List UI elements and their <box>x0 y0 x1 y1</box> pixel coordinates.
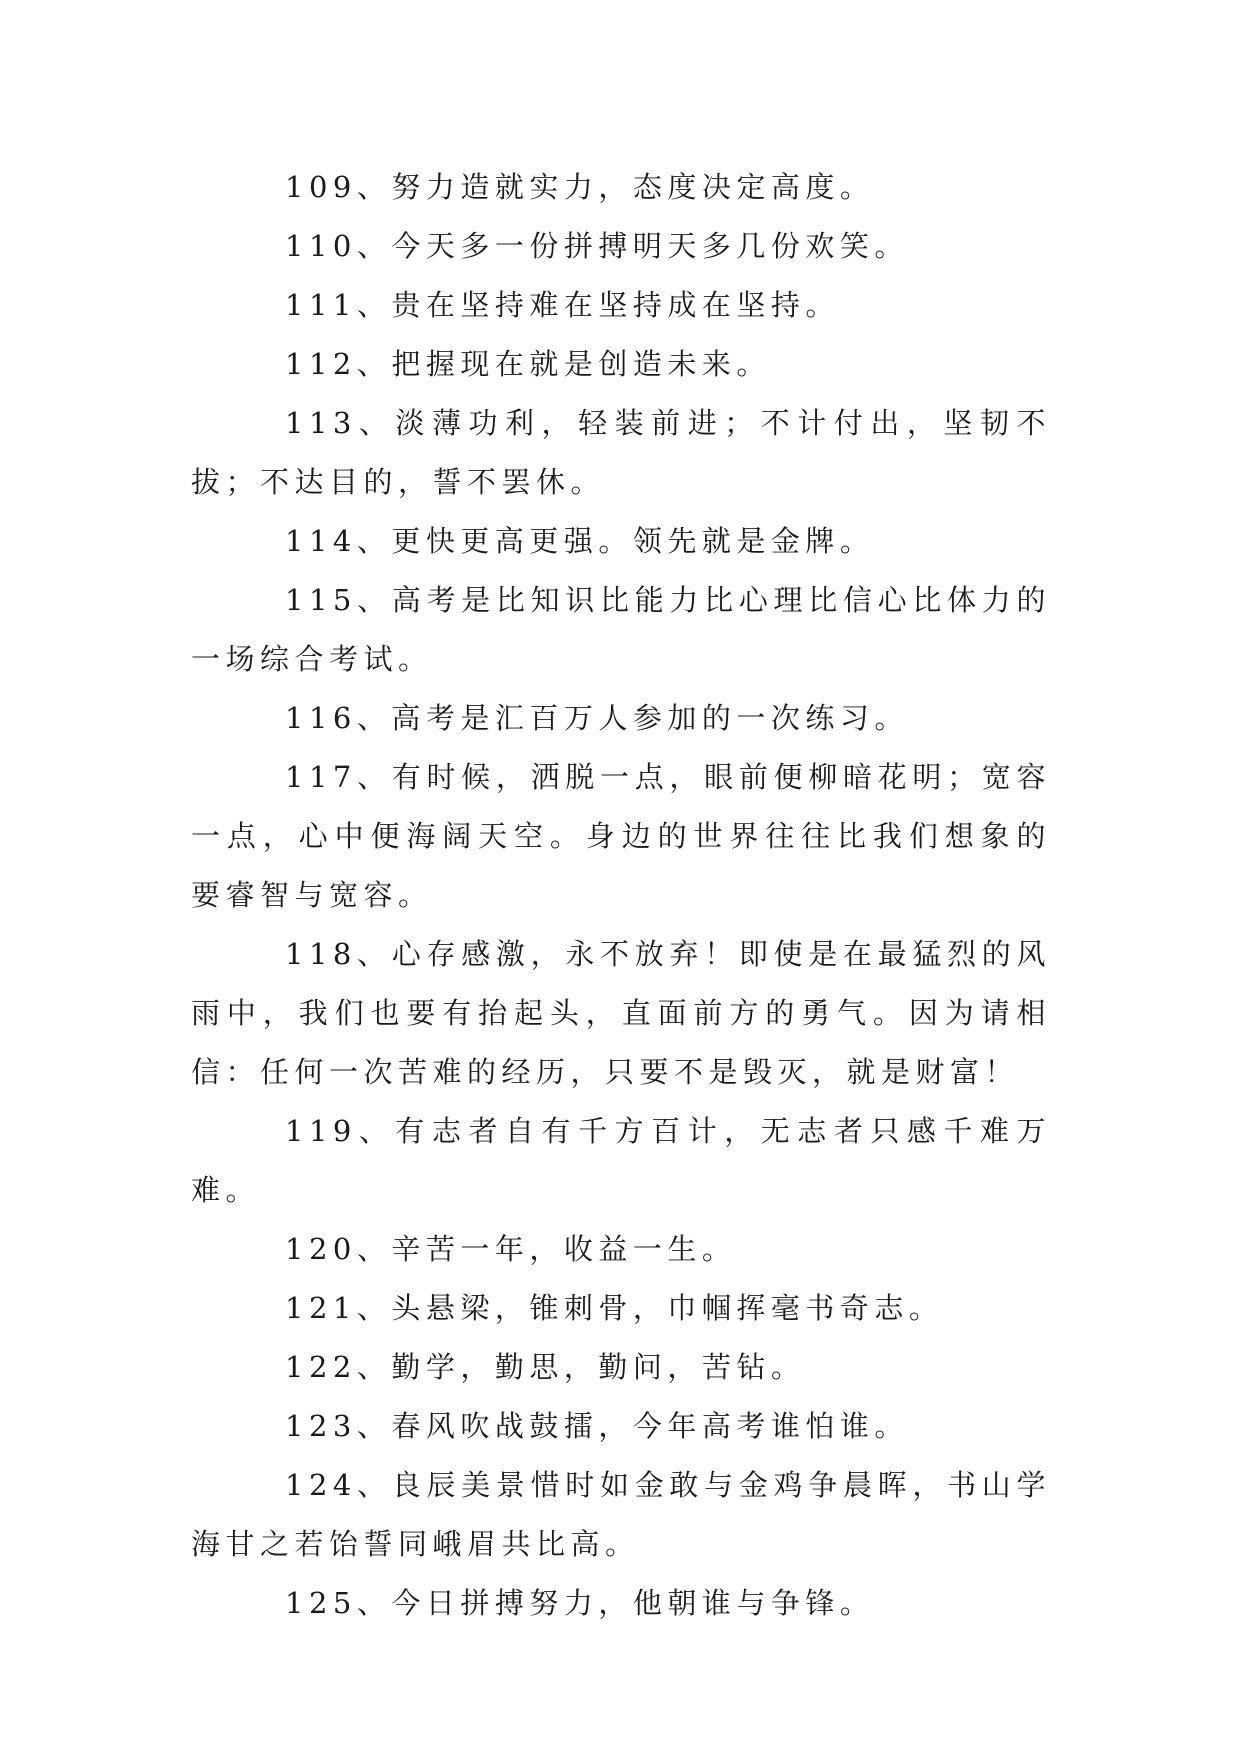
paragraph-117: 117、有时候，洒脱一点，眼前便柳暗花明；宽容一点，心中便海阔天空。身边的世界往往比我们想象的要睿智与宽容。 <box>191 760 1051 912</box>
paragraph-113: 113、淡薄功利，轻装前进；不计付出，坚韧不拔；不达目的，誓不罢休。 <box>191 406 1051 499</box>
paragraph-119: 119、有志者自有千方百计，无志者只感千难万难。 <box>191 1114 1051 1207</box>
paragraph-124: 124、良辰美景惜时如金敢与金鸡争晨晖，书山学海甘之若饴誓同峨眉共比高。 <box>191 1468 1051 1561</box>
paragraph-115: 115、高考是比知识比能力比心理比信心比体力的一场综合考试。 <box>191 583 1051 676</box>
paragraph-125: 125、今日拼搏努力，他朝谁与争锋。 <box>285 1586 875 1620</box>
paragraph-118: 118、心存感激，永不放弃！即使是在最猛烈的风雨中，我们也要有抬起头，直面前方的勇气。因为请相信：任何一次苦难的经历，只要不是毁灭，就是财富！ <box>191 937 1051 1089</box>
paragraph-123: 123、春风吹战鼓擂，今年高考谁怕谁。 <box>285 1409 909 1443</box>
paragraph-111: 111、贵在坚持难在坚持成在坚持。 <box>285 288 840 322</box>
paragraph-122: 122、勤学，勤思，勤问，苦钻。 <box>285 1350 806 1384</box>
paragraph-116: 116、高考是汇百万人参加的一次练习。 <box>285 701 909 735</box>
paragraph-112: 112、把握现在就是创造未来。 <box>285 347 771 381</box>
paragraph-120: 120、辛苦一年，收益一生。 <box>285 1232 737 1266</box>
paragraph-110: 110、今天多一份拼搏明天多几份欢笑。 <box>285 229 909 263</box>
paragraph-109: 109、努力造就实力，态度决定高度。 <box>285 170 875 204</box>
document-body <box>191 158 1051 1633</box>
paragraph-114: 114、更快更高更强。领先就是金牌。 <box>285 524 875 558</box>
paragraph-121: 121、头悬梁，锥刺骨，巾帼挥毫书奇志。 <box>285 1291 944 1325</box>
